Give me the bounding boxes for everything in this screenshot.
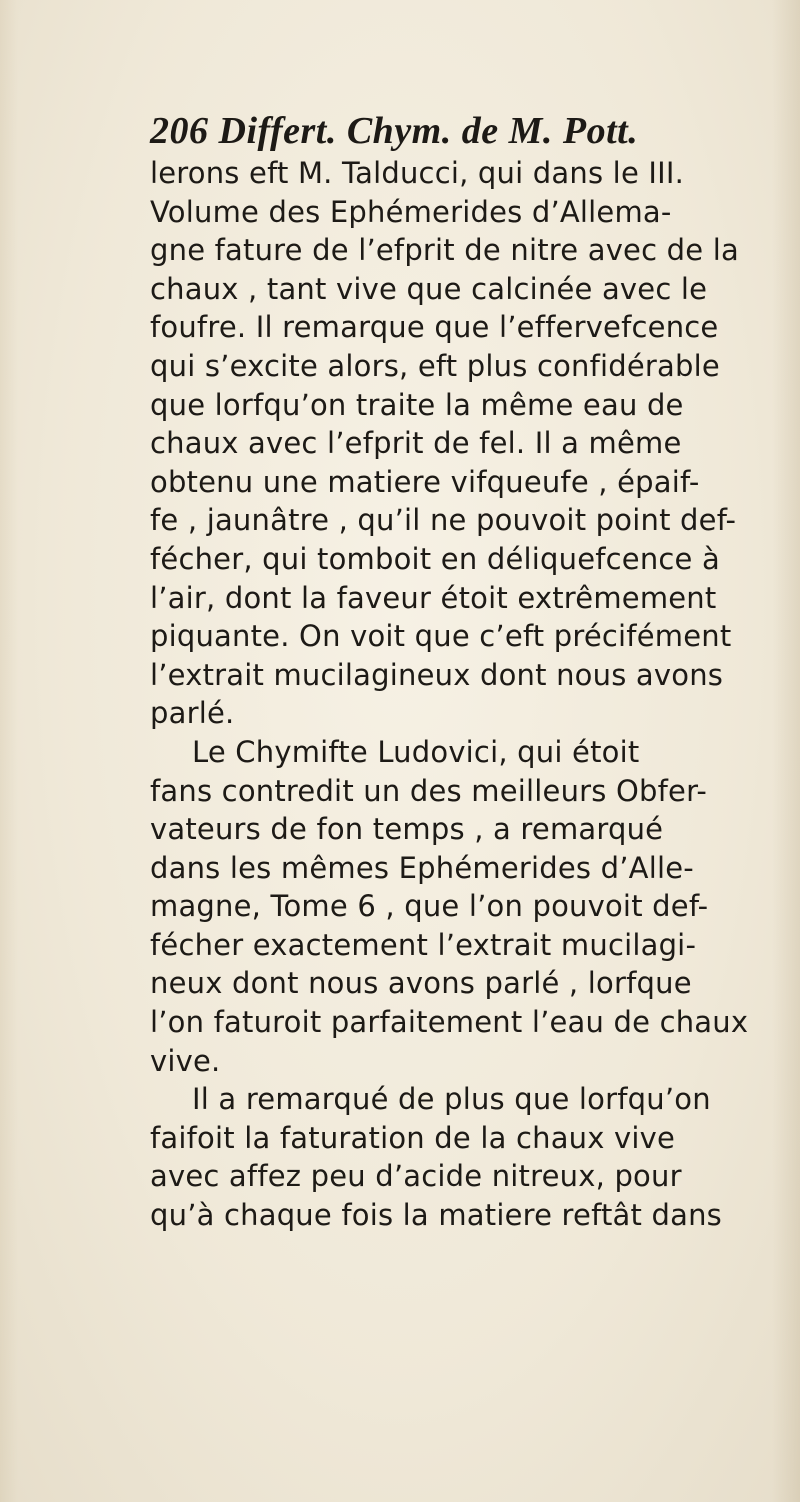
- paragraph-start-line: Le Chymifte Ludovici, qui étoit: [192, 734, 640, 769]
- running-header: 206 Differt. Chym. de M. Pott.: [150, 110, 639, 152]
- text-line: dans les mêmes Ephémerides d’Alle-: [150, 850, 694, 885]
- text-line: qu’à chaque fois la matiere reftât dans: [150, 1198, 722, 1233]
- text-line: l’air, dont la faveur étoit extrêmement: [150, 580, 717, 615]
- text-line: que lorfqu’on traite la même eau de: [150, 387, 684, 422]
- text-line: qui s’excite alors, eft plus confidérable: [150, 348, 720, 383]
- text-line: faifoit la faturation de la chaux vive: [150, 1120, 676, 1155]
- text-line: obtenu une matiere vifqueufe , épaif-: [150, 464, 700, 499]
- text-line: vateurs de fon temps , a remarqué: [150, 812, 664, 847]
- text-line: piquante. On voit que c’eft précifément: [150, 619, 732, 654]
- text-line: lerons eft M. Talducci, qui dans le III.: [150, 156, 685, 190]
- text-line: avec affez peu d’acide nitreux, pour: [150, 1159, 682, 1194]
- text-line: chaux avec l’efprit de fel. Il a même: [150, 426, 682, 461]
- text-line: gne fature de l’efprit de nitre avec de la: [150, 233, 739, 268]
- text-line: l’extrait mucilagineux dont nous avons: [150, 657, 724, 692]
- text-line: fécher exactement l’extrait mucilagi-: [150, 927, 697, 962]
- text-block: [150, 108, 790, 1235]
- text-line: l’on faturoit parfaitement l’eau de chaux: [150, 1005, 749, 1040]
- text-line: fans contredit un des meilleurs Obfer-: [150, 773, 708, 808]
- text-line: parlé.: [150, 696, 235, 731]
- text-line: fe , jaunâtre , qu’il ne pouvoit point def-: [150, 503, 737, 538]
- text-line: neux dont nous avons parlé , lorfque: [150, 966, 692, 1001]
- text-line: fécher, qui tomboit en déliquefcence à: [150, 541, 720, 576]
- text-line: magne, Tome 6 , que l’on pouvoit def-: [150, 889, 709, 924]
- text-line: foufre. Il remarque que l’effervefcence: [150, 310, 719, 345]
- page-gutter-shadow: [0, 0, 18, 1502]
- text-line: chaux , tant vive que calcinée avec le: [150, 271, 708, 306]
- paragraph-start-line: Il a remarqué de plus que lorfqu’on: [192, 1082, 711, 1117]
- text-line: vive.: [150, 1043, 221, 1078]
- text-line: Volume des Ephémerides d’Allema-: [150, 194, 672, 229]
